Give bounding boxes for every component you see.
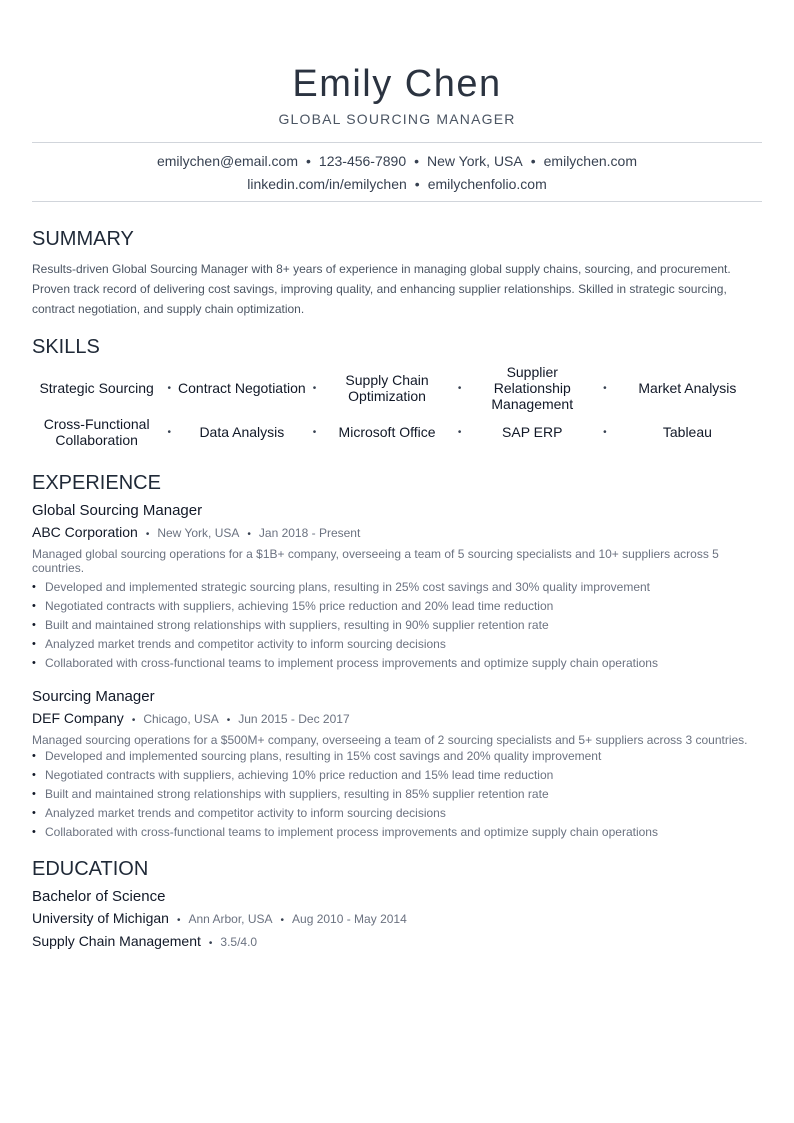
contact-line-2 bbox=[32, 173, 762, 196]
job-bullet: • Analyzed market trends and competitor activity to inform sourcing decisions bbox=[32, 635, 762, 654]
separator-dot: • bbox=[145, 529, 150, 540]
education-field: Supply Chain Management bbox=[32, 933, 201, 949]
job-dates: Jan 2018 - Present bbox=[258, 526, 361, 540]
separator-dot: • bbox=[208, 938, 213, 949]
job-bullet: • Negotiated contracts with suppliers, achieving 10% price reduction and 15% lead time reduction bbox=[32, 766, 762, 785]
separator-dot: • bbox=[247, 529, 251, 540]
contact-location: New York, USA bbox=[427, 153, 523, 169]
summary-heading: SUMMARY bbox=[32, 228, 134, 250]
skill-separator: • bbox=[457, 426, 462, 438]
separator-dot: • bbox=[530, 153, 536, 169]
job-entry bbox=[32, 501, 762, 673]
job-company: DEF Company bbox=[32, 710, 124, 726]
education-section bbox=[32, 857, 762, 954]
separator-dot: • bbox=[414, 176, 420, 192]
skill-separator: • bbox=[312, 426, 317, 438]
job-bullet: • Negotiated contracts with suppliers, achieving 15% price reduction and 20% lead time reduction bbox=[32, 597, 762, 616]
skills-row bbox=[32, 366, 762, 410]
summary-text: Results-driven Global Sourcing Manager with 8+ years of experience in managing global supply chains, sourcing, and procurement. Proven track record of delivering cost savings, improving quality, and enhancing supplier relationships. Skilled in strategic sourcing, contract negotiation, and supply chain optimization. bbox=[32, 262, 731, 316]
skill-item: Data Analysis bbox=[199, 424, 285, 440]
education-degree: Bachelor of Science bbox=[32, 888, 166, 905]
job-bullet: • Built and maintained strong relationships with suppliers, resulting in 90% supplier retention rate bbox=[32, 616, 762, 635]
education-school: University of Michigan bbox=[32, 910, 169, 926]
skill-separator: • bbox=[167, 382, 171, 394]
contact-portfolio[interactable]: emilychenfolio.com bbox=[427, 176, 547, 192]
job-location: New York, USA bbox=[157, 526, 240, 540]
job-bullet: • Developed and implemented strategic sourcing plans, resulting in 25% cost savings and 30% quality improvement bbox=[32, 578, 762, 597]
contact-website[interactable]: emilychen.com bbox=[543, 153, 638, 169]
skill-item: Strategic Sourcing bbox=[39, 380, 154, 396]
contact-info bbox=[32, 150, 762, 196]
experience-section bbox=[32, 471, 762, 842]
education-heading: EDUCATION bbox=[32, 858, 149, 880]
contact-linkedin[interactable]: linkedin.com/in/emilychen bbox=[247, 176, 407, 192]
education-gpa: 3.5/4.0 bbox=[220, 935, 258, 949]
job-bullets bbox=[32, 578, 762, 673]
contact-line-1 bbox=[32, 150, 762, 173]
skill-separator: • bbox=[603, 382, 607, 394]
separator-dot: • bbox=[226, 715, 231, 726]
job-bullet: • Built and maintained strong relationships with suppliers, resulting in 85% supplier retention rate bbox=[32, 785, 762, 804]
separator-dot: • bbox=[414, 153, 420, 169]
contact-email[interactable]: emilychen@email.com bbox=[156, 153, 299, 169]
job-meta bbox=[32, 522, 762, 545]
resume-header bbox=[32, 62, 762, 128]
job-meta bbox=[32, 708, 762, 731]
skill-item: Supply Chain Optimization bbox=[345, 372, 429, 404]
separator-dot: • bbox=[176, 915, 181, 926]
job-dates: Jun 2015 - Dec 2017 bbox=[238, 712, 350, 726]
header-divider-bottom bbox=[32, 201, 762, 202]
skills-heading: SKILLS bbox=[32, 336, 100, 358]
experience-heading: EXPERIENCE bbox=[32, 472, 161, 494]
skills-grid bbox=[32, 366, 762, 454]
header-divider-top bbox=[32, 142, 762, 143]
education-location: Ann Arbor, USA bbox=[188, 912, 273, 926]
skill-item: SAP ERP bbox=[502, 424, 563, 440]
job-bullets bbox=[32, 747, 762, 842]
education-dates: Aug 2010 - May 2014 bbox=[292, 912, 407, 926]
candidate-name: Emily Chen bbox=[292, 63, 502, 105]
education-entry bbox=[32, 887, 762, 954]
job-bullet: • Collaborated with cross-functional teams to implement process improvements and optimize supply chain operations bbox=[32, 654, 762, 673]
job-bullet: • Collaborated with cross-functional teams to implement process improvements and optimize supply chain operations bbox=[32, 823, 762, 842]
skills-row bbox=[32, 410, 762, 454]
job-title: Sourcing Manager bbox=[32, 688, 155, 705]
skill-item: Market Analysis bbox=[638, 380, 737, 396]
job-title: Global Sourcing Manager bbox=[32, 502, 203, 519]
candidate-title: GLOBAL SOURCING MANAGER bbox=[278, 111, 516, 127]
summary-section bbox=[32, 227, 762, 319]
skill-item: Supplier Relationship Management bbox=[491, 364, 574, 412]
job-description: Managed global sourcing operations for a $1B+ company, overseeing a team of 5 sourcing specialists and 10+ suppliers across 5 countries. bbox=[32, 547, 719, 575]
skill-item: Microsoft Office bbox=[338, 424, 436, 440]
skill-item: Cross-Functional Collaboration bbox=[43, 416, 150, 448]
skill-separator: • bbox=[457, 382, 462, 394]
skill-separator: • bbox=[167, 426, 171, 438]
education-field-line bbox=[32, 931, 762, 954]
education-meta bbox=[32, 908, 762, 931]
skill-item: Contract Negotiation bbox=[178, 380, 306, 396]
job-location: Chicago, USA bbox=[143, 712, 219, 726]
skill-separator: • bbox=[603, 426, 607, 438]
separator-dot: • bbox=[131, 715, 136, 726]
contact-phone[interactable]: 123-456-7890 bbox=[318, 153, 407, 169]
skill-item: Tableau bbox=[662, 424, 712, 440]
job-bullet: • Developed and implemented sourcing plans, resulting in 15% cost savings and 20% quality improvement bbox=[32, 747, 762, 766]
job-description: Managed sourcing operations for a $500M+ company, overseeing a team of 2 sourcing specialists and 5+ suppliers across 3 countries. bbox=[32, 733, 748, 747]
skills-section bbox=[32, 335, 762, 359]
job-entry bbox=[32, 687, 762, 842]
separator-dot: • bbox=[306, 153, 311, 169]
job-bullet: • Analyzed market trends and competitor activity to inform sourcing decisions bbox=[32, 804, 762, 823]
separator-dot: • bbox=[280, 915, 285, 926]
job-company: ABC Corporation bbox=[32, 524, 138, 540]
skill-separator: • bbox=[312, 382, 317, 394]
